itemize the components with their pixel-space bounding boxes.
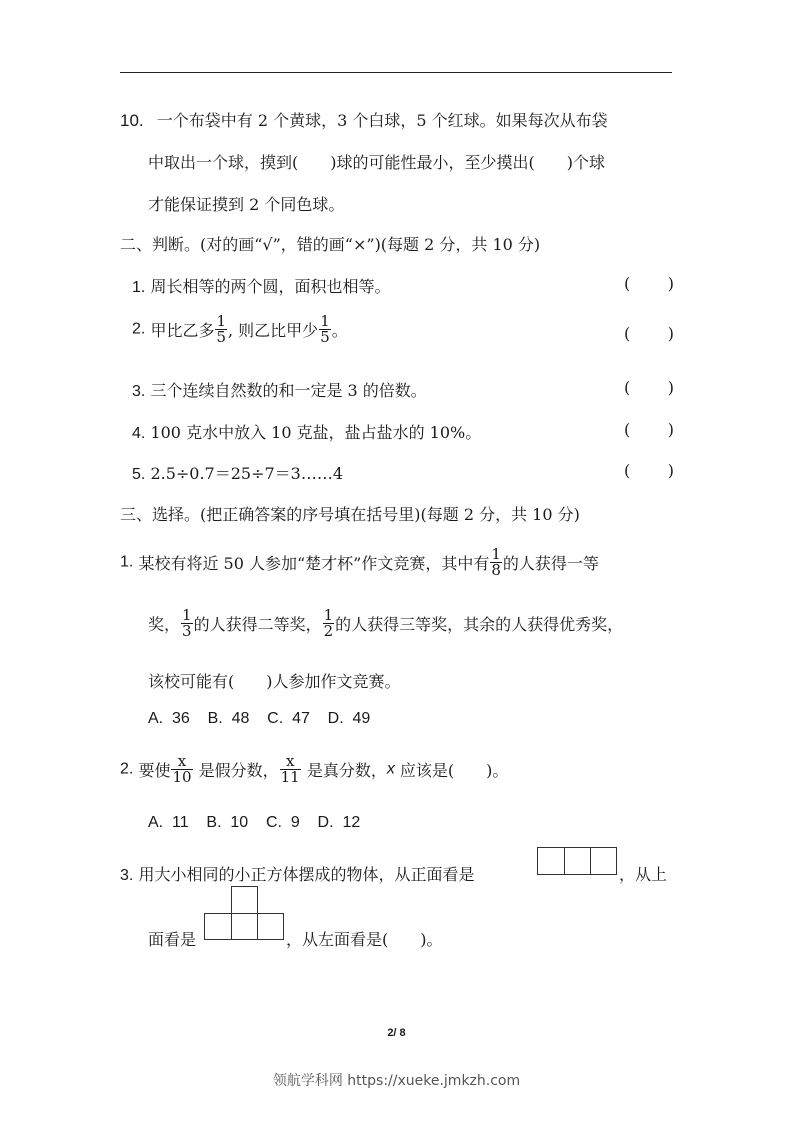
q10-text-1: 一个布袋中有 2 个黄球，3 个白球，5 个红球。如果每次从布袋 <box>156 111 608 130</box>
judge-text-2a: 甲比乙多 <box>150 321 215 340</box>
judge-num-1: 1. <box>132 279 146 296</box>
choice-q3-line2-pre: 面看是 <box>148 930 197 949</box>
answer-paren-5[interactable]: ( ) <box>624 461 674 480</box>
fraction-one-third: $\frac{1}{3}$ <box>182 606 192 640</box>
choice-q2-line: 2. 要使 $\frac{x}{10}$ 是假分数， $\frac{x}{11}$ 是真分数，x 应该是( )。 <box>120 752 509 786</box>
judge-item-4 <box>132 420 481 443</box>
choice-q2-options[interactable]: A. 11 B. 10 C. 9 D. 12 <box>148 814 361 831</box>
section2-heading: 二、判断。(对的画“√”，错的画“×”)(每题 2 分，共 10 分) <box>120 235 541 254</box>
q10-text-2: 中取出一个球，摸到( )球的可能性最小，至少摸出( )个球 <box>148 153 605 172</box>
choice-q1-line2: 奖， $\frac{1}{3}$ 的人获得二等奖， $\frac{1}{2}$ 的人获得三等奖，其余的人获得优秀奖， <box>148 606 624 640</box>
judge-item-2: 2. 甲比乙多 $\frac{1}{5}$ , 则乙比甲少 $\frac{1}{5}$ 。 <box>132 312 348 346</box>
fraction-one-half: $\frac{1}{2}$ <box>323 606 334 640</box>
judge-text-2b: , 则乙比甲少 <box>228 321 319 340</box>
fraction-x-over-10: $\frac{x}{10}$ <box>172 752 192 786</box>
answer-paren-2[interactable]: ( ) <box>624 324 674 343</box>
fraction-x-over-11: $\frac{x}{11}$ <box>280 752 300 786</box>
page-number: 2/ 8 <box>387 1027 406 1039</box>
answer-paren-3[interactable]: ( ) <box>624 378 674 397</box>
choice-q3-line2-post: ，从左面看是( )。 <box>286 930 443 949</box>
choice-num-1: 1. <box>120 553 134 571</box>
judge-text-1: 周长相等的两个圆，面积也相等。 <box>150 277 391 296</box>
q10-text-3: 才能保证摸到 2 个同色球。 <box>148 195 345 214</box>
judge-num-4: 4. <box>132 425 146 442</box>
watermark-url: 领航学科网 https://xueke.jmkzh.com <box>272 1073 521 1089</box>
top-rule <box>120 72 672 73</box>
choice-q3-line1: 3. 用大小相同的小正方体摆成的物体，从正面看是 <box>120 865 475 884</box>
variable-x: x <box>386 760 395 778</box>
q10-line1 <box>120 108 608 131</box>
judge-num-3: 3. <box>132 383 146 400</box>
choice-num-3: 3. <box>120 867 134 884</box>
answer-paren-4[interactable]: ( ) <box>624 420 674 439</box>
judge-num-2: 2. <box>132 320 146 338</box>
judge-item-5 <box>132 461 343 484</box>
section3-heading: 三、选择。(把正确答案的序号填在括号里)(每题 2 分，共 10 分) <box>120 505 580 524</box>
judge-item-3 <box>132 378 427 401</box>
fraction-one-fifth: $\frac{1}{5}$ <box>216 312 226 346</box>
fraction-one-eighth: $\frac{1}{8}$ <box>491 545 501 579</box>
judge-num-5: 5. <box>132 466 146 483</box>
choice-q1-line1: 1. 某校有将近 50 人参加“楚才杯”作文竞赛，其中有 $\frac{1}{8}$ 的人获得一等 <box>120 545 599 579</box>
q10-number: 10. <box>120 111 144 130</box>
choice-q1-line3: 该校可能有( )人参加作文竞赛。 <box>148 672 401 691</box>
answer-paren-1[interactable]: ( ) <box>624 274 674 293</box>
fraction-one-fifth-2: $\frac{1}{5}$ <box>320 312 330 346</box>
judge-text-3: 三个连续自然数的和一定是 3 的倍数。 <box>150 381 427 400</box>
judge-text-4: 100 克水中放入 10 克盐，盐占盐水的 10%。 <box>150 423 482 442</box>
judge-item-1 <box>132 274 390 297</box>
choice-q3-line1-tail: ，从上 <box>619 865 668 884</box>
choice-q1-options[interactable]: A. 36 B. 48 C. 47 D. 49 <box>148 710 371 727</box>
judge-text-5: 2.5÷0.7＝25÷7＝3……4 <box>150 464 344 483</box>
choice-num-2: 2. <box>120 760 134 778</box>
